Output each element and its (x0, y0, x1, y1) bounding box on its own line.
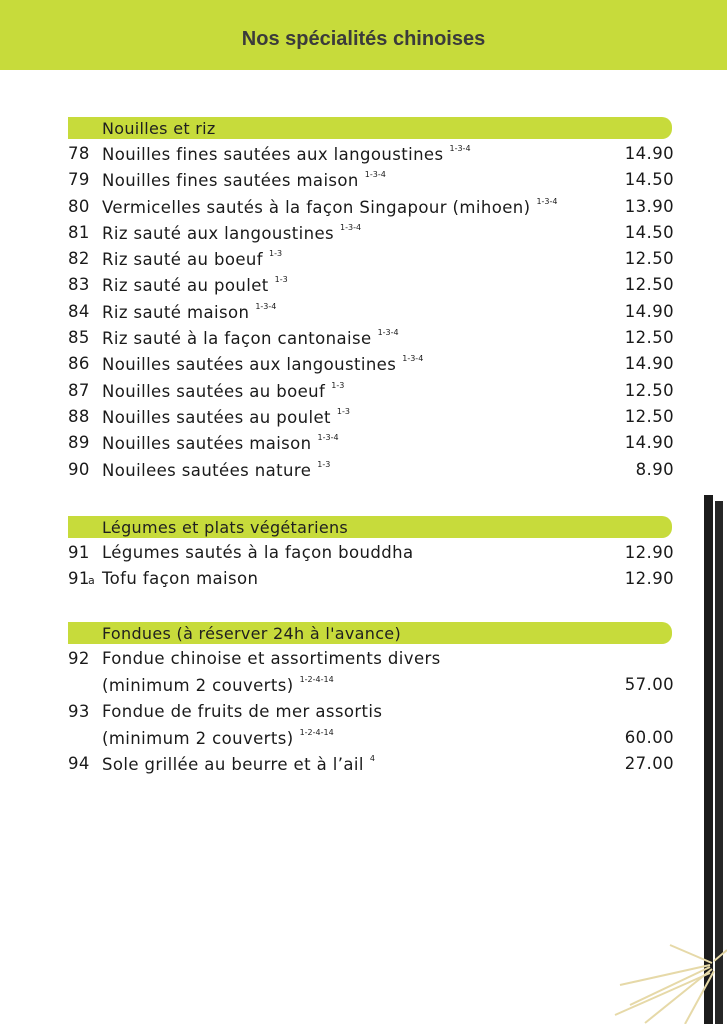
item-name: (minimum 2 couverts) (102, 728, 294, 748)
menu-item-row (68, 246, 672, 272)
allergen-codes: 1-3-4 (255, 301, 277, 311)
menu-item-row (68, 378, 672, 404)
item-name: Vermicelles sautés à la façon Singapour (mihoen) (102, 197, 531, 217)
item-name: Fondue chinoise et assortiments divers (102, 649, 441, 668)
item-price: 12.50 (624, 328, 674, 348)
item-name-wrap (102, 328, 399, 348)
item-number: 92 (68, 649, 90, 668)
section-heading-band (68, 117, 672, 139)
menu-item-row (68, 646, 672, 672)
item-name: Tofu façon maison (102, 569, 259, 589)
menu-item-row (68, 672, 672, 698)
item-number: 85 (68, 328, 90, 348)
chopsticks-image (600, 495, 727, 1024)
item-price: 14.90 (624, 301, 674, 321)
menu-item-row (68, 325, 672, 351)
section-heading-band (68, 622, 672, 644)
item-number: 87 (68, 380, 90, 400)
menu-item-row (68, 272, 672, 298)
item-number: 80 (68, 196, 90, 216)
menu-item-row (68, 751, 672, 777)
allergen-codes: 1-3-4 (317, 433, 339, 443)
chopstick-right (715, 501, 723, 1024)
item-number: 90 (68, 459, 90, 479)
allergen-codes: 1-2-4-14 (299, 727, 334, 737)
allergen-codes: 1-3-4 (402, 354, 424, 364)
item-price: 14.90 (624, 354, 674, 374)
item-number: 94 (68, 754, 90, 774)
item-price: 14.50 (624, 222, 674, 242)
page-title: Nos spécialités chinoises (241, 28, 486, 50)
allergen-codes: 1-3-4 (377, 328, 399, 338)
item-name: Légumes sautés à la façon bouddha (102, 543, 414, 562)
item-number: 81 (68, 222, 90, 242)
item-price: 12.50 (624, 380, 674, 400)
item-price: 12.50 (624, 406, 674, 426)
menu-item-row (68, 566, 672, 592)
item-name-wrap (102, 569, 258, 588)
chopstick-left (704, 495, 713, 1024)
section-nouilles-riz (68, 117, 672, 483)
item-name-wrap (102, 144, 471, 164)
allergen-codes: 1-3-4 (340, 222, 362, 232)
item-name: Nouilles fines sautées maison (102, 171, 359, 191)
menu-item-row (68, 540, 672, 566)
item-name-wrap (102, 223, 361, 243)
menu-item-row (68, 699, 672, 725)
menu-item-row (68, 457, 672, 483)
menu-item-row (68, 351, 672, 377)
allergen-codes: 1-3-4 (536, 196, 558, 206)
item-price: 14.90 (624, 433, 674, 453)
item-name: Sole grillée au beurre et à l’ail (102, 755, 364, 775)
item-name: Riz sauté maison (102, 302, 250, 322)
item-number: 78 (68, 144, 90, 163)
section-heading: Nouilles et riz (102, 119, 216, 138)
menu-item-row (68, 430, 672, 456)
item-name: Nouilles fines sautées aux langoustines (102, 145, 444, 164)
menu-item-row (68, 299, 672, 325)
allergen-codes: 1-3-4 (364, 170, 386, 180)
menu-item-row (68, 194, 672, 220)
item-name-wrap (102, 275, 288, 295)
item-name: Fondue de fruits de mer assortis (102, 701, 383, 721)
section-legumes (68, 516, 672, 593)
section-heading: Fondues (à réserver 24h à l'avance) (102, 624, 401, 643)
allergen-codes: 1-3 (269, 249, 283, 259)
item-name-wrap (102, 460, 330, 480)
item-price: 8.90 (635, 459, 674, 479)
item-name-wrap (102, 170, 386, 190)
item-price: 12.90 (624, 569, 674, 589)
menu-item-row (68, 141, 672, 167)
item-price: 13.90 (624, 196, 674, 216)
item-name-wrap (102, 381, 344, 401)
item-name-wrap (102, 302, 276, 322)
item-name: Nouilles sautées aux langoustines (102, 355, 397, 375)
item-name-wrap (102, 433, 339, 453)
item-number: 82 (68, 249, 90, 269)
allergen-codes: 1-2-4-14 (299, 675, 334, 685)
item-name: Riz sauté à la façon cantonaise (102, 329, 372, 349)
item-name: Nouilles sautées au boeuf (102, 381, 326, 401)
item-name-wrap (102, 543, 414, 562)
item-number: 93 (68, 701, 90, 721)
item-number: 91 (68, 569, 90, 589)
item-number: 89 (68, 433, 90, 453)
menu-item-row (68, 167, 672, 193)
item-name-wrap (102, 754, 375, 774)
item-price: 12.50 (624, 249, 674, 269)
item-price: 12.50 (624, 275, 674, 295)
item-name-wrap (102, 407, 350, 427)
allergen-codes: 1-3 (317, 459, 331, 469)
item-name-wrap (102, 249, 282, 269)
item-name-wrap (102, 728, 334, 748)
item-name-wrap (102, 649, 441, 668)
item-name-wrap (102, 675, 334, 695)
item-price: 14.90 (624, 144, 674, 163)
allergen-codes: 4 (369, 754, 375, 764)
item-name-wrap (102, 354, 423, 374)
item-number: 86 (68, 354, 90, 374)
item-name: Riz sauté aux langoustines (102, 223, 334, 243)
menu-item-row (68, 404, 672, 430)
item-price: 57.00 (624, 675, 674, 695)
allergen-codes: 1-3 (274, 275, 288, 285)
item-price: 14.50 (624, 170, 674, 190)
item-number: 83 (68, 275, 90, 295)
item-price: 60.00 (624, 727, 674, 747)
item-name-wrap (102, 197, 558, 217)
item-name: Nouilles sautées maison (102, 434, 312, 454)
item-number: 84 (68, 301, 90, 321)
menu-item-row (68, 220, 672, 246)
item-number: 88 (68, 406, 90, 426)
item-name-wrap (102, 702, 382, 721)
allergen-codes: 1-3-4 (449, 144, 471, 153)
section-heading-band (68, 516, 672, 538)
item-name: Riz sauté au boeuf (102, 250, 263, 270)
menu-item-row (68, 725, 672, 751)
item-price: 12.90 (624, 543, 674, 562)
item-price: 27.00 (624, 754, 674, 774)
item-name: Nouilees sautées nature (102, 460, 312, 480)
item-name: Riz sauté au poulet (102, 276, 269, 296)
item-name: Nouilles sautées au poulet (102, 407, 331, 427)
section-heading: Légumes et plats végétariens (102, 518, 349, 537)
item-number-suffix: a (88, 574, 96, 588)
item-number: 91 (68, 543, 90, 562)
section-fondues (68, 622, 672, 777)
allergen-codes: 1-3 (331, 380, 345, 390)
item-number: 79 (68, 170, 90, 190)
allergen-codes: 1-3 (336, 406, 350, 416)
item-name: (minimum 2 couverts) (102, 676, 294, 696)
